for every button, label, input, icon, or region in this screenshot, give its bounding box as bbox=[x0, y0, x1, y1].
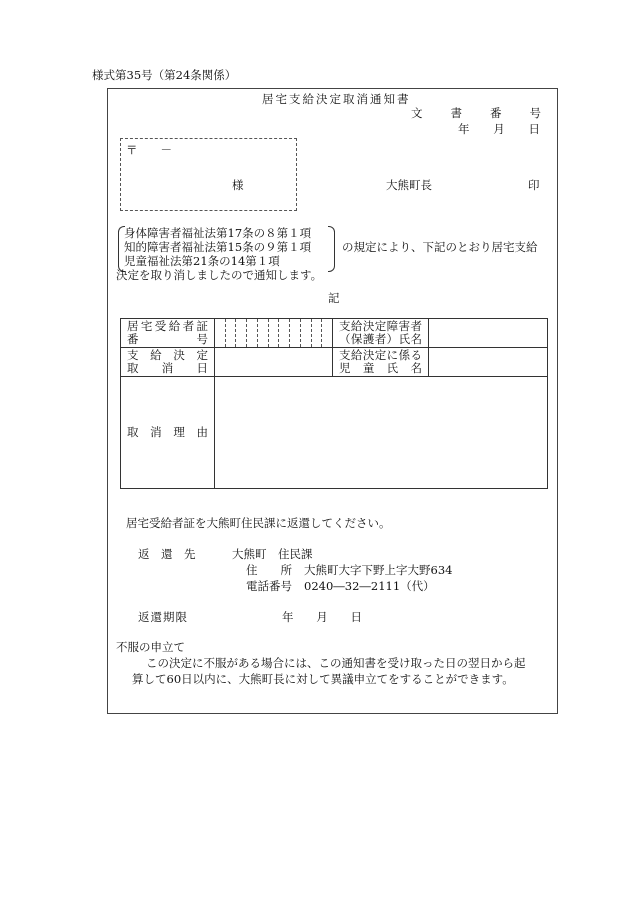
document-title: 居宅支給決定取消通知書 bbox=[262, 92, 411, 106]
return-address: 大熊町大字下野上字大野634 bbox=[304, 563, 453, 577]
cancel-date-label: 支給決定 取消日 bbox=[121, 348, 215, 377]
law-2: 知的障害者福祉法第15条の９第１項 bbox=[124, 240, 312, 254]
return-to-label: 返 還 先 bbox=[138, 547, 196, 561]
address-label: 住 所 bbox=[246, 563, 292, 577]
body-line-1: の規定により、下記のとおり居宅支給 bbox=[342, 240, 538, 254]
details-table bbox=[120, 318, 548, 489]
cert-number-label: 居宅受給者証 番号 bbox=[121, 319, 215, 348]
table-row bbox=[121, 319, 548, 348]
ki-mark: 記 bbox=[328, 291, 340, 305]
issuer: 大熊町長 bbox=[386, 178, 432, 192]
recipient-value bbox=[429, 319, 548, 348]
deadline-date: 年 月 日 bbox=[282, 610, 362, 624]
return-note: 居宅受給者証を大熊町住民課に返還してください。 bbox=[126, 516, 391, 530]
reason-value bbox=[215, 377, 548, 489]
table-row bbox=[121, 377, 548, 489]
reason-label: 取消理由 bbox=[121, 377, 215, 489]
addressee-suffix: 様 bbox=[232, 178, 244, 192]
child-name-label: 支給決定に係る 児童氏名 bbox=[333, 348, 429, 377]
postal-code: 〒 － bbox=[126, 143, 172, 157]
phone-label: 電話番号 bbox=[246, 579, 292, 593]
deadline-label: 返還期限 bbox=[138, 610, 188, 624]
cert-number-cells bbox=[215, 319, 333, 348]
date-label: 年 月 日 bbox=[458, 122, 540, 136]
return-dept: 大熊町 住民課 bbox=[232, 547, 313, 561]
child-name-value bbox=[429, 348, 548, 377]
cancel-date-value bbox=[215, 348, 333, 377]
body-line-2: 決定を取り消しましたので通知します。 bbox=[116, 268, 323, 282]
table-row bbox=[121, 348, 548, 377]
document-number-label: 文 書 番 号 bbox=[411, 106, 541, 120]
objection-line-2: 算して60日以内に、大熊町長に対して異議申立てをすることができます。 bbox=[132, 672, 514, 686]
law-3: 児童福祉法第21条の14第１項 bbox=[124, 254, 280, 268]
right-brace bbox=[328, 226, 335, 272]
objection-heading: 不服の申立て bbox=[116, 640, 185, 654]
objection-line-1: この決定に不服がある場合には、この通知書を受け取った日の翌日から起 bbox=[146, 656, 526, 670]
phone-number: 0240―32―2111（代） bbox=[304, 579, 435, 593]
form-number: 様式第35号（第24条関係） bbox=[92, 68, 237, 82]
seal-mark: 印 bbox=[528, 178, 540, 192]
recipient-label: 支給決定障害者 （保護者）氏名 bbox=[333, 319, 429, 348]
law-1: 身体障害者福祉法第17条の８第１項 bbox=[124, 226, 312, 240]
